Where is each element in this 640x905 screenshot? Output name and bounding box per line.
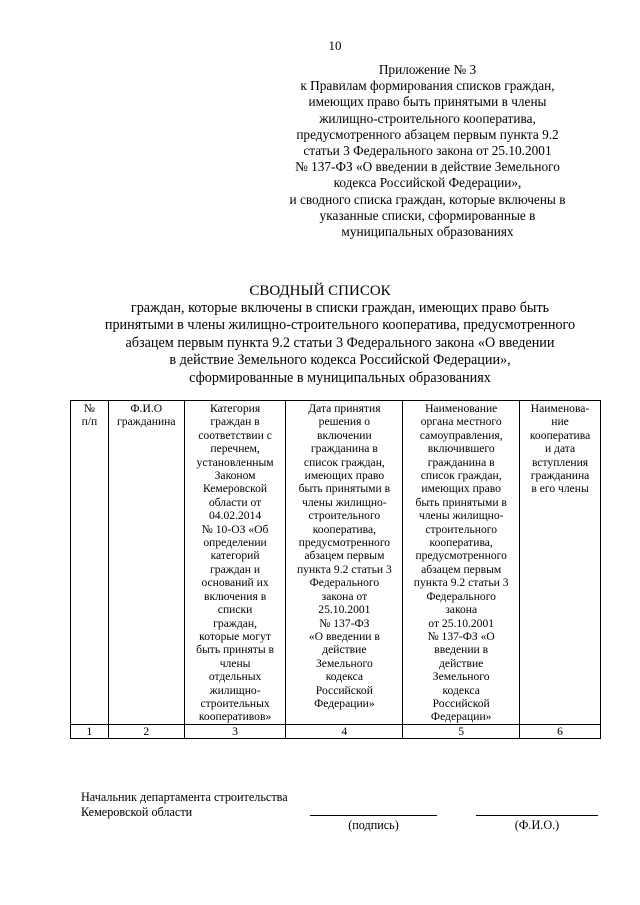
header-cell-line: кооператива, [429,536,493,550]
header-cell-line: имеющих право [421,482,501,496]
table-header-cell [286,401,403,725]
document-subtitle [60,300,620,387]
header-cell-line: ние [551,415,569,429]
header-cell-line: Федерального [426,589,496,603]
header-cell-line: Российской [315,683,373,697]
table-header-cell [184,401,286,725]
column-number-cell: 5 [403,724,520,738]
header-cell-line: оснований их [201,576,269,590]
appendix-line: имеющих право быть принятыми в члены [308,94,547,110]
header-cell-line: действие [322,643,367,657]
header-cell-line: установленным [196,455,274,469]
column-number-cell: 4 [286,724,403,738]
header-cell-line: пункта 9.2 статьи 3 [413,576,509,590]
subtitle-line: абзацем первым пункта 9.2 статьи 3 Федерального закона «О введении [125,334,555,351]
header-cell-line: кооператива [529,428,591,442]
header-cell-line: которые могут [199,629,271,643]
table-header-cell [108,401,184,725]
column-number-cell: 2 [108,724,184,738]
header-cell-line: кооперативов» [198,710,272,724]
column-number-row [71,724,601,738]
header-cell-line: закона от [321,589,368,603]
header-cell-line: абзацем первым [304,549,385,563]
header-cell-line: определении [203,536,267,550]
header-cell-line: в его члены [531,482,589,496]
header-cell-line: кодекса [442,683,480,697]
header-cell-line: список граждан, [303,455,385,469]
column-number-cell: 1 [71,724,109,738]
header-cell-line: жилищно- [209,683,261,697]
header-cell-line: Кемеровской [203,482,268,496]
header-cell-line: имеющих право [304,469,385,483]
appendix-line: и сводного списка граждан, которые включены в [289,191,566,207]
header-cell-line: соответствии с [198,428,272,442]
header-cell-line: быть принятыми в [415,495,507,509]
appendix-line: указанные списки, сформированные в [319,207,536,223]
header-cell-line: строительного [308,509,381,523]
appendix-line: № 137-ФЗ «О введении в действие Земельного [295,159,560,175]
appendix-line: статьи 3 Федерального закона от 25.10.2001 [303,143,552,159]
header-cell-line: Земельного [432,670,490,684]
header-cell-line: области от [208,495,262,509]
appendix-line: кодекса Российской Федерации», [333,175,522,191]
table-header-cell [71,401,109,725]
header-cell-line: граждан, [213,616,257,630]
header-cell-line: 04.02.2014 [208,509,262,523]
header-cell-line: решения о [318,415,371,429]
header-cell-line: кодекса [325,670,364,684]
page-number: 10 [328,38,342,53]
header-cell-line: действие [439,656,484,670]
header-cell-line: быть приняты в [196,643,275,657]
header-cell-line: перечнем, [210,442,260,456]
header-cell-line: члены жилищно- [302,495,387,509]
appendix-header [255,62,600,240]
table-header-row [71,401,601,725]
header-cell-line: Российской [432,696,490,710]
header-cell-line: абзацем первым [421,562,502,576]
summary-table [70,400,601,739]
header-cell-line: № 137-ФЗ [319,616,370,630]
header-cell-line: предусмотренного [298,536,391,550]
appendix-line: предусмотренного абзацем первым пункта 9.2 [296,126,559,142]
header-cell-line: № 10-ОЗ «Об [201,522,269,536]
header-cell-line: Федерации» [430,710,492,724]
name-line [476,815,598,816]
header-cell-line: гражданина [116,415,176,429]
header-cell-line: гражданина в [427,455,495,469]
signer-line: Начальник департамента строительства [81,790,288,804]
header-cell-line: от 25.10.2001 [428,616,495,630]
header-cell-line: Наименова- [530,402,590,415]
header-cell-line: Ф.И.О [130,402,163,415]
name-caption: (Ф.И.О.) [514,818,560,832]
header-cell-line: включении [317,428,372,442]
header-cell-line: Дата принятия [308,402,381,415]
appendix-line: муниципальных образованиях [341,224,514,240]
subtitle-line: граждан, которые включены в списки граждан, имеющих право быть [130,300,550,316]
header-cell-line: члены жилищно- [418,509,504,523]
appendix-line: жилищно-строительного кооператива, [319,110,536,126]
header-cell-line: самоуправления, [419,428,503,442]
header-cell-line: Категория [209,402,261,415]
header-cell-line: строительного [425,522,498,536]
column-number-cell: 3 [184,724,286,738]
table-header-cell [403,401,520,725]
header-cell-line: отдельных [208,670,262,684]
header-cell-line: быть принятыми в [298,482,391,496]
signer-line: Кемеровской области [81,804,193,819]
header-cell-line: № [83,402,95,415]
header-cell-line: члены [219,656,251,670]
column-number-cell: 6 [520,724,601,738]
header-cell-line: списки [217,603,253,617]
header-cell-line: Законом [214,469,256,483]
header-cell-line: Наименование [425,402,498,415]
header-cell-line: пункта 9.2 статьи 3 [296,562,392,576]
header-cell-line: закона [445,603,478,617]
header-cell-line: Федерального [309,576,380,590]
header-cell-line: «О введении в [308,629,380,643]
appendix-line: Приложение № 3 [378,62,477,77]
header-cell-line: № 137-ФЗ «О [427,629,495,643]
header-cell-line: и дата [544,442,576,456]
subtitle-line: в действие Земельного кодекса Российской Федерации», [169,352,511,369]
header-cell-line: Федерации» [314,696,375,710]
header-cell-line: включения в [203,589,267,603]
header-cell-line: введении в [434,643,489,657]
header-cell-line: вступления [531,455,589,469]
header-cell-line: список граждан, [420,469,502,483]
document-title: СВОДНЫЙ СПИСОК [249,283,391,299]
table-header-cell [520,401,601,725]
header-cell-line: кооператива, [312,522,377,536]
header-cell-line: включившего [427,442,495,456]
subtitle-line: сформированные в муниципальных образованиях [189,369,491,386]
header-cell-line: гражданина в [310,442,378,456]
subtitle-line: принятыми в члены жилищно-строительного кооператива, предусмотренного [104,317,576,334]
header-cell-line: Земельного [315,656,373,670]
header-cell-line: предусмотренного [415,549,507,563]
header-cell-line: граждан в [210,415,260,429]
signature-caption: (подпись) [348,818,399,832]
header-cell-line: п/п [81,415,98,429]
header-cell-line: 25.10.2001 [318,603,371,617]
appendix-line: к Правилам формирования списков граждан, [300,78,555,94]
signature-line [310,815,437,816]
header-cell-line: категорий [210,549,260,563]
signer-block [81,790,288,820]
header-cell-line: строительных [200,696,270,710]
header-cell-line: граждан и [210,562,261,576]
header-cell-line: органа местного [420,415,502,429]
header-cell-line: гражданина [530,469,590,483]
